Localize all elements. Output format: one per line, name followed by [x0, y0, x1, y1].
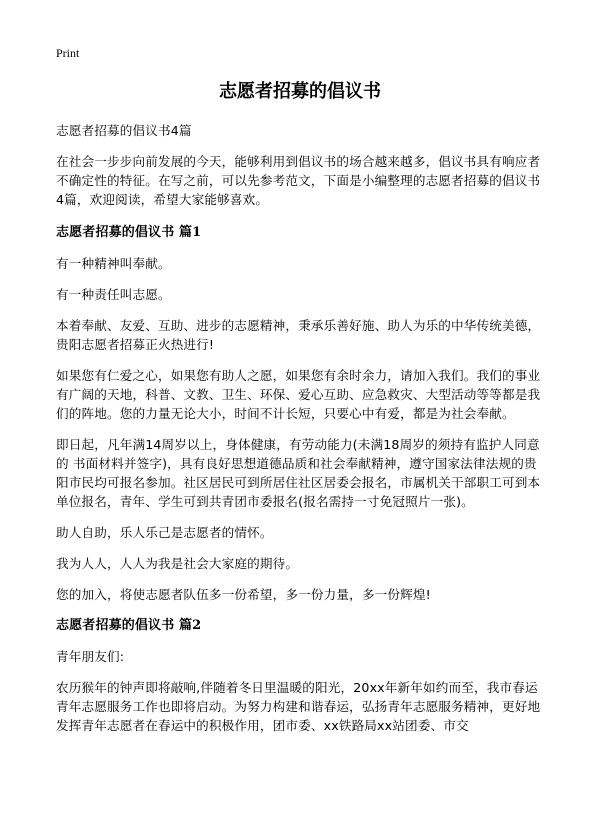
print-link[interactable]: Print — [56, 46, 80, 60]
section1-paragraph: 本着奉献、友爱、互助、进步的志愿精神，秉承乐善好施、助人为乐的中华传统美德，贵阳志愿者招募正火热进行! — [56, 318, 541, 352]
section-heading-2: 志愿者招募的倡议书 篇2 — [56, 618, 202, 633]
document-subtitle: 志愿者招募的倡议书4篇 — [56, 123, 192, 138]
section1-paragraph: 我为人人，人人为我是社会大家庭的期待。 — [56, 556, 299, 571]
document-body — [56, 121, 548, 747]
section1-paragraph: 有一种精神叫奉献。 — [56, 256, 171, 271]
section1-paragraph: 即日起，凡年满14周岁以上，身体健康，有劳动能力(未满18周岁的须持有监护人同意的 书面材料并签字)，具有良好思想道德品质和社会奉献精神，遵守国家法律法规的贵阳市民均可报名参加。社区居民可到所居住社区居委会报名，市属机关干部职工可到本单位报名，青年、学生可到共青团市委报名(报名需持一寸免冠照片一张)。 — [56, 437, 541, 509]
section2-paragraph: 农历猴年的钟声即将敲响,伴随着冬日里温暖的阳光，20xx年新年如约而至，我市春运青年志愿服务工作也即将启动。为努力构建和谐春运，弘扬青年志愿服务精神，更好地发挥青年志愿者在春运中的积极作用，团市委、xx铁路局xx站团委、市交 — [56, 680, 541, 733]
intro-paragraph: 在社会一步步向前发展的今天，能够利用到倡议书的场合越来越多，倡议书具有响应者不确定性的特征。在写之前，可以先参考范文，下面是小编整理的志愿者招募的倡议书4篇，欢迎阅读，希望大家能够喜欢。 — [56, 154, 541, 207]
document-title: 志愿者招募的倡议书 — [219, 81, 381, 102]
section1-paragraph: 您的加入，将使志愿者队伍多一份希望，多一份力量，多一份辉煌! — [56, 587, 431, 602]
section-heading-1: 志愿者招募的倡议书 篇1 — [56, 225, 202, 240]
section1-paragraph: 如果您有仁爱之心，如果您有助人之愿，如果您有余时余力，请加入我们。我们的事业有广阔的天地，科普、文教、卫生、环保、爱心互助、应急救灾、大型活动等等都是我们的阵地。您的力量无论大小，时间不计长短，只要心中有爱，都是为社会奉献。 — [56, 368, 541, 421]
section1-paragraph: 有一种责任叫志愿。 — [56, 287, 171, 302]
section2-paragraph: 青年朋友们: — [56, 649, 125, 664]
section1-paragraph: 助人自助，乐人乐己是志愿者的情怀。 — [56, 525, 273, 540]
